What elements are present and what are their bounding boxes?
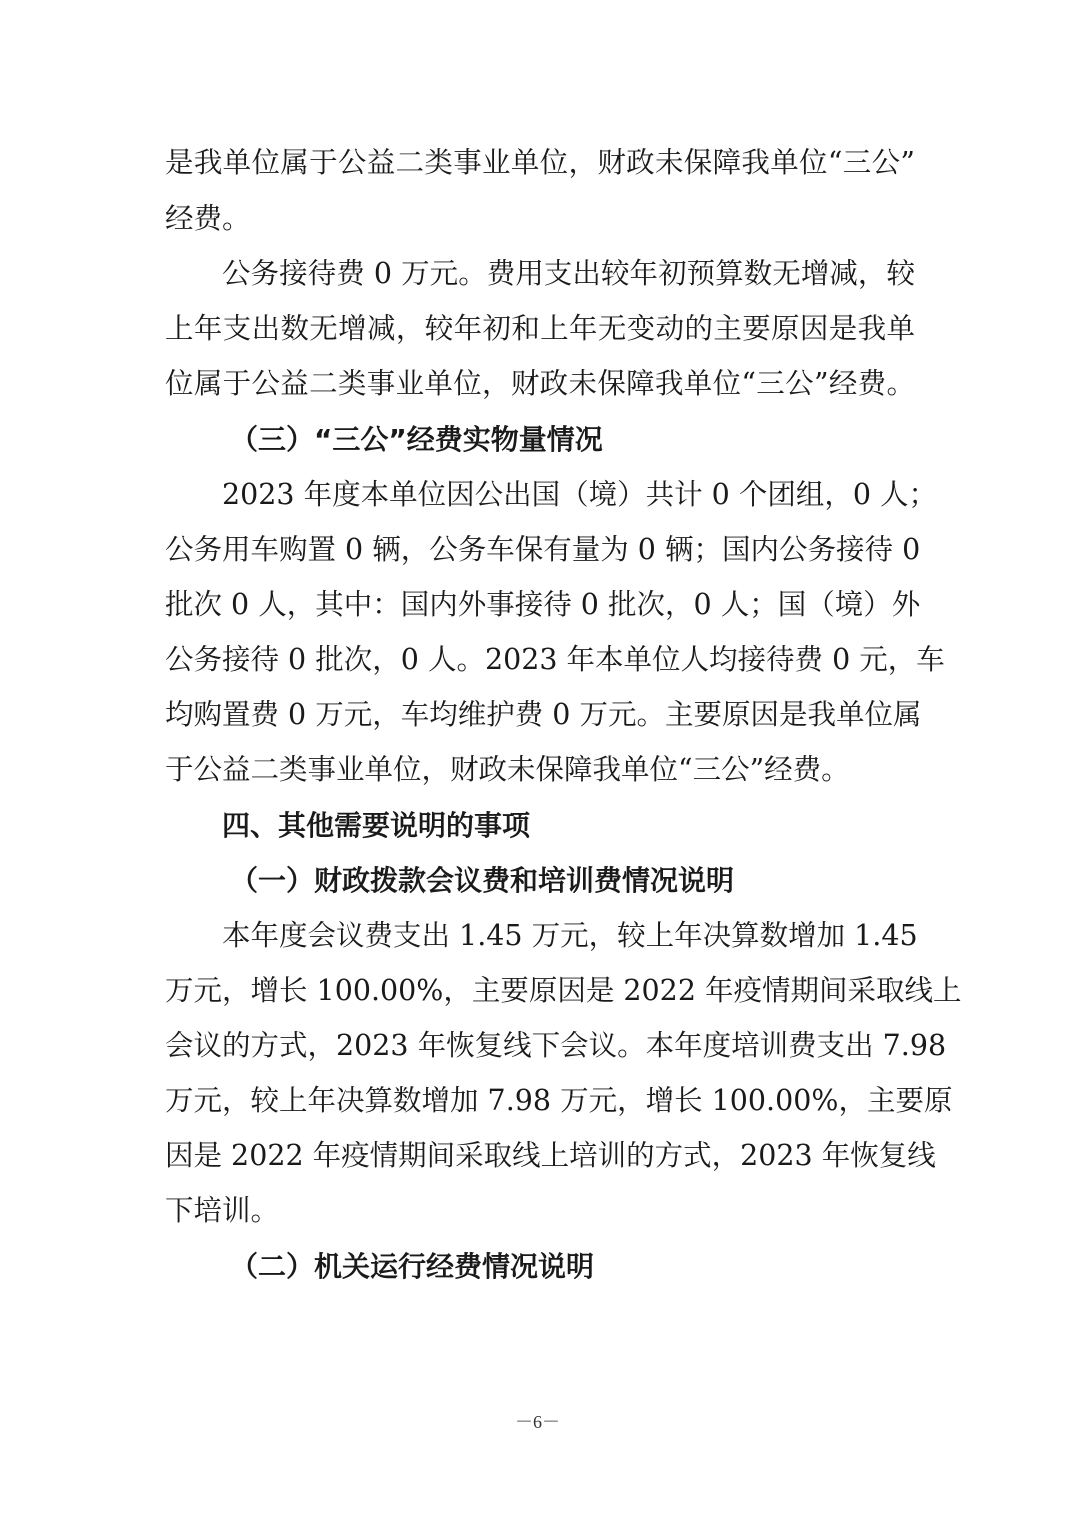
paragraph-line: 因是 2022 年疫情期间采取线上培训的方式，2023 年恢复线 bbox=[165, 1139, 936, 1172]
paragraph-line: 经费。 bbox=[165, 202, 251, 235]
subsection-heading: （二）机关运行经费情况说明 bbox=[230, 1250, 595, 1283]
paragraph-line: 批次 0 人，其中：国内外事接待 0 批次，0 人；国（境）外 bbox=[165, 588, 921, 621]
subsection-heading: （三）“三公”经费实物量情况 bbox=[230, 423, 603, 456]
paragraph-line: 公务用车购置 0 辆，公务车保有量为 0 辆；国内公务接待 0 bbox=[165, 533, 921, 566]
section-heading: 四、其他需要说明的事项 bbox=[222, 809, 531, 842]
paragraph-line: 万元，增长 100.00%，主要原因是 2022 年疫情期间采取线上 bbox=[165, 974, 962, 1007]
paragraph-line: 均购置费 0 万元，车均维护费 0 万元。主要原因是我单位属 bbox=[165, 698, 922, 731]
paragraph-line: 万元，较上年决算数增加 7.98 万元，增长 100.00%，主要原 bbox=[165, 1084, 953, 1117]
paragraph-line: 是我单位属于公益二类事业单位，财政未保障我单位“三公” bbox=[165, 146, 915, 179]
subsection-heading: （一）财政拨款会议费和培训费情况说明 bbox=[230, 864, 735, 897]
paragraph-line: 下培训。 bbox=[165, 1194, 280, 1227]
paragraph-line: 于公益二类事业单位，财政未保障我单位“三公”经费。 bbox=[165, 753, 850, 786]
paragraph-line: 公务接待 0 批次，0 人。2023 年本单位人均接待费 0 元，车 bbox=[165, 643, 945, 676]
paragraph-line: 公务接待费 0 万元。费用支出较年初预算数无增减，较 bbox=[222, 257, 915, 290]
paragraph-line: 本年度会议费支出 1.45 万元，较上年决算数增加 1.45 bbox=[222, 919, 918, 952]
paragraph-line: 2023 年度本单位因公出国（境）共计 0 个团组，0 人； bbox=[222, 478, 938, 511]
page-number: －6－ bbox=[515, 1412, 560, 1432]
paragraph-line: 会议的方式，2023 年恢复线下会议。本年度培训费支出 7.98 bbox=[165, 1029, 947, 1062]
paragraph-line: 上年支出数无增减，较年初和上年无变动的主要原因是我单 bbox=[165, 312, 915, 345]
paragraph-line: 位属于公益二类事业单位，财政未保障我单位“三公”经费。 bbox=[165, 367, 915, 400]
